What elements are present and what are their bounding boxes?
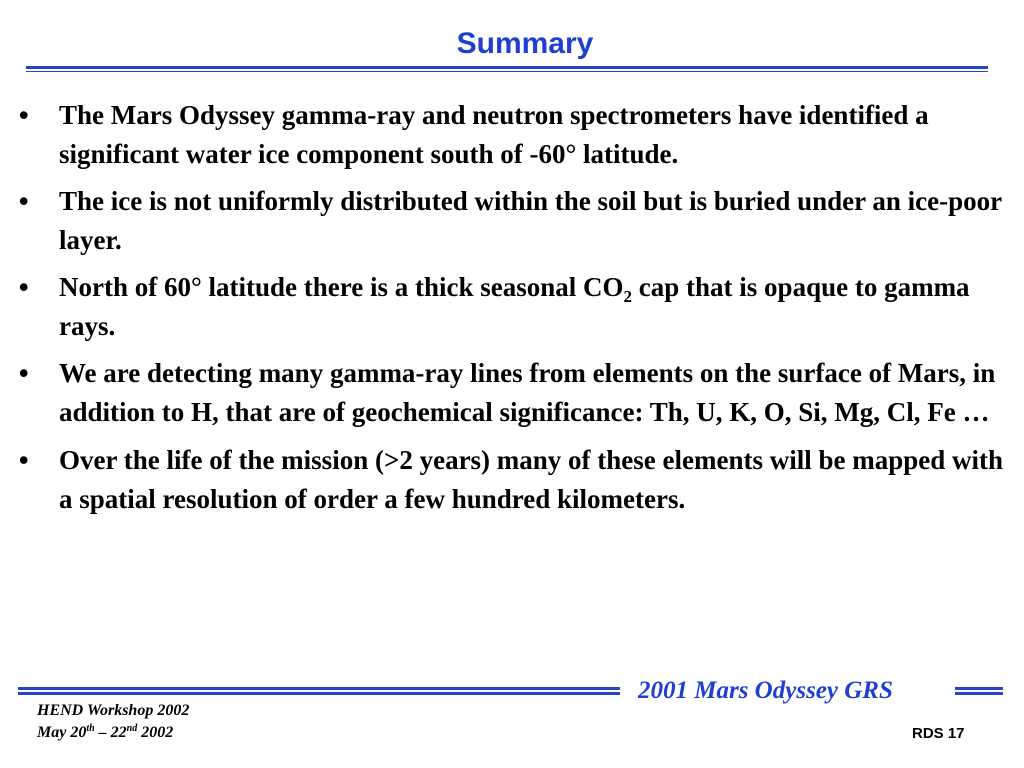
footer-workshop-name: HEND Workshop 2002	[37, 702, 190, 719]
bullet-dot-icon: •	[19, 186, 29, 216]
bullet-text-after: cap that is opaque to gamma rays.	[59, 272, 970, 341]
bullet-text-before: North of 60° latitude there is a thick seasonal CO	[59, 272, 624, 302]
slide-title: Summary	[456, 27, 594, 60]
page-number: RDS 17	[912, 725, 965, 742]
bullet-item	[0, 96, 1024, 174]
bullet-dot-icon: •	[19, 445, 29, 475]
footer-rule-right-top	[955, 687, 1003, 690]
footer-workshop-date	[37, 722, 189, 744]
co2-subscript: 2	[623, 287, 633, 306]
footer-rule-right-bottom	[955, 692, 1003, 695]
bullet-list	[0, 96, 1024, 527]
bullet-dot-icon: •	[19, 358, 29, 388]
bullet-text: Over the life of the mission (>2 years) many of these elements will be mapped with a spatial resolution of order a few hundred kilometers.	[59, 445, 1004, 514]
date-prefix: May 20	[37, 724, 87, 741]
bullet-item	[0, 182, 1024, 260]
bullet-dot-icon: •	[19, 100, 29, 130]
bullet-text	[59, 272, 970, 341]
bullet-text: The ice is not uniformly distributed within the soil but is buried under an ice-poor layer.	[59, 186, 1002, 255]
date-superscript-end: nd	[126, 723, 138, 734]
bullet-item	[0, 441, 1024, 519]
bullet-item	[0, 268, 1024, 346]
title-underline-thick	[26, 66, 988, 69]
date-suffix: 2002	[137, 724, 174, 741]
date-superscript-start: th	[86, 723, 95, 734]
bullet-item	[0, 354, 1024, 432]
bullet-text: The Mars Odyssey gamma-ray and neutron spectrometers have identified a significant water ice component south of -60° latitude.	[59, 100, 929, 169]
bullet-text: We are detecting many gamma-ray lines from elements on the surface of Mars, in addition to H, that are of geochemical significance: Th, U, K, O, Si, Mg, Cl, Fe …	[59, 358, 996, 427]
bullet-dot-icon: •	[19, 272, 29, 302]
footer-brand: 2001 Mars Odyssey GRS	[638, 677, 893, 704]
title-underline-thin	[26, 71, 988, 72]
footer-workshop-info	[37, 700, 189, 744]
footer-rule-left-top	[18, 687, 620, 690]
date-middle: – 22	[94, 724, 127, 741]
footer-rule-left-bottom	[18, 692, 620, 695]
